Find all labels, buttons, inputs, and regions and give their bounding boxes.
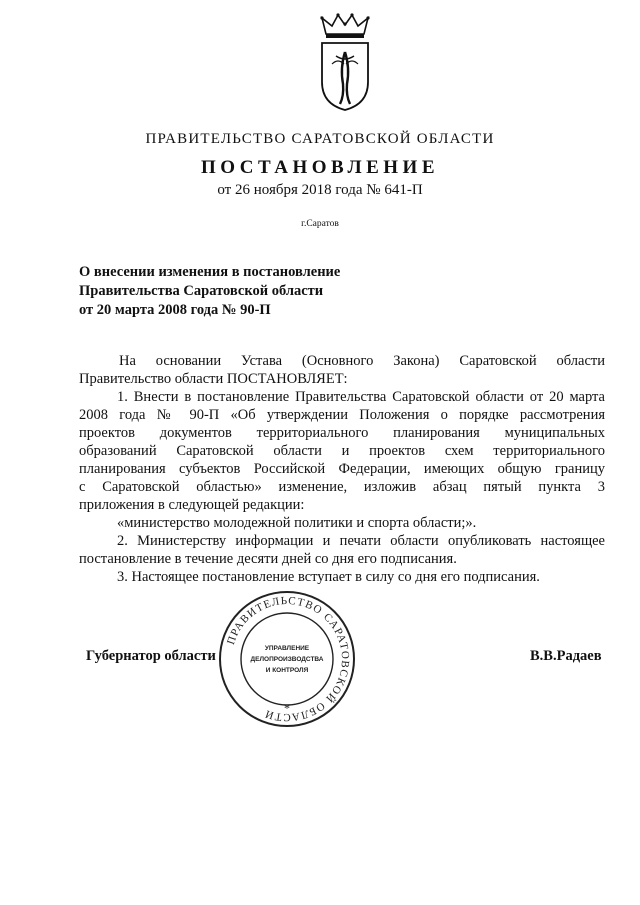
document-city: г.Саратов <box>301 219 339 229</box>
official-stamp <box>218 590 356 728</box>
body-line: проектов документов территориального планирования муниципальных <box>79 425 605 441</box>
body-line: с Саратовской областью» изменение, изложив абзац пятый пункта 3 <box>79 479 605 495</box>
document-date-number: от 26 ноября 2018 года № 641-П <box>217 182 423 198</box>
body-line: 2008 года № 90-П «Об утверждении Положения о порядке рассмотрения <box>79 407 605 423</box>
signer-title: Губернатор области <box>86 648 216 664</box>
subject-line: О внесении изменения в постановление <box>79 264 341 280</box>
body-line: 1. Внести в постановление Правительства Саратовской области от 20 марта <box>117 389 605 405</box>
government-name: ПРАВИТЕЛЬСТВО САРАТОВСКОЙ ОБЛАСТИ <box>145 131 495 147</box>
subject-line: от 20 марта 2008 года № 90-П <box>79 302 271 318</box>
stamp-star: * <box>284 701 290 715</box>
stamp-center-line: И КОНТРОЛЯ <box>265 667 309 674</box>
signer-name: В.В.Радаев <box>530 648 602 664</box>
stamp-center-line: УПРАВЛЕНИЕ <box>264 645 310 652</box>
stamp-ring-text: ПРАВИТЕЛЬСТВО САРАТОВСКОЙ ОБЛАСТИ <box>225 594 352 724</box>
document-type: ПОСТАНОВЛЕНИЕ <box>200 157 440 178</box>
document-body <box>79 352 605 586</box>
body-line: 3. Настоящее постановление вступает в силу со дня его подписания. <box>117 569 540 585</box>
body-line: На основании Устава (Основного Закона) Саратовской области <box>119 353 605 369</box>
body-line: Правительство области ПОСТАНОВЛЯЕТ: <box>79 371 348 387</box>
body-line: приложения в следующей редакции: <box>79 497 305 513</box>
body-line: планирования субъектов Российской Федерации, имеющих общую границу <box>79 461 605 477</box>
document-subject <box>79 263 340 320</box>
subject-line: Правительства Саратовской области <box>79 283 324 299</box>
body-line: постановление в течение десяти дней со дня его подписания. <box>79 551 457 567</box>
body-line: «министерство молодежной политики и спорта области;». <box>117 515 477 531</box>
coat-of-arms-icon <box>316 12 374 112</box>
stamp-center-line: ДЕЛОПРОИЗВОДСТВА <box>250 656 324 663</box>
body-line: образований Саратовской области и проектов схем территориального <box>79 443 605 459</box>
body-line: 2. Министерству информации и печати области опубликовать настоящее <box>117 533 605 549</box>
